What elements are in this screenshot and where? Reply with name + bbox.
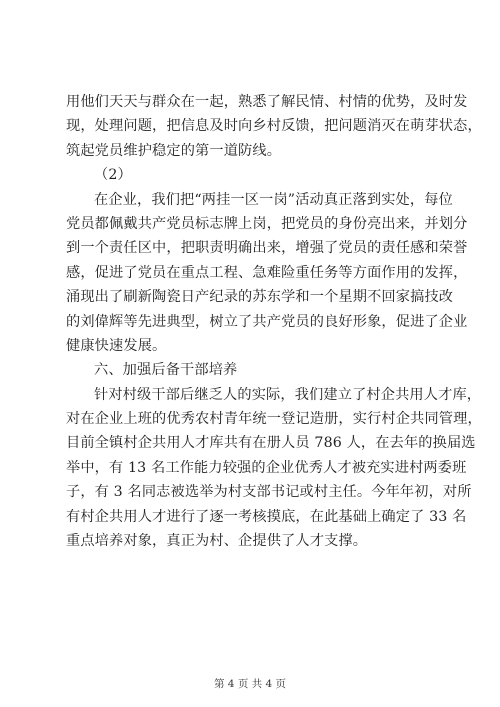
text-line: （2） [94, 167, 132, 184]
text-line: 党员都佩戴共产党员标志牌上岗，把党员的身份亮出来，并划分 [66, 215, 468, 232]
text-line: 感，促进了党员在重点工程、急难险重任务等方面作用的发挥， [66, 264, 468, 281]
text-line: 针对村级干部后继乏人的实际，我们建立了村企共用人才库， [94, 386, 482, 403]
text-line: 健康快速发展。 [66, 337, 167, 354]
text-line: 在企业，我们把“两挂一区一岗”活动真正落到实处，每位 [94, 191, 453, 208]
text-line: 对在企业上班的优秀农村青年统一登记造册，实行村企共同管理， [66, 411, 482, 428]
text-line: 到一个责任区中，把职责明确出来，增强了党员的责任感和荣誉 [66, 240, 468, 257]
text-line: 用他们天天与群众在一起，熟悉了解民情、村情的优势，及时发 [66, 94, 468, 110]
text-line: 六、加强后备干部培养 [94, 362, 238, 379]
text-line: 的刘偉辉等先进典型，树立了共产党员的良好形象，促进了企业 [66, 313, 468, 330]
text-line: 现，处理问题，把信息及时向乡村反馈，把问题消灭在萌芽状态， [66, 118, 482, 135]
text-line: 举中，有 13 名工作能力较强的企业优秀人才被充实进村两委班 [66, 459, 467, 476]
page-footer: 第 4 页 共 4 页 [213, 678, 287, 690]
text-line: 目前全镇村企共用人才库共有在册人员 786 人，在去年的换届选 [66, 435, 476, 452]
text-line: 子，有 3 名同志被选举为村支部书记或村主任。今年年初，对所 [66, 484, 472, 501]
text-line: 筑起党员维护稳定的第一道防线。 [66, 142, 282, 159]
text-line: 涌现出了刷新陶瓷日产纪录的苏东学和一个星期不回家搞技改 [66, 289, 454, 306]
text-line: 重点培养对象，真正为村、企提供了人才支撑。 [66, 533, 368, 550]
text-line: 有村企共用人才进行了逐一考核摸底，在此基础上确定了 33 名 [66, 508, 467, 525]
document-body [66, 90, 482, 553]
